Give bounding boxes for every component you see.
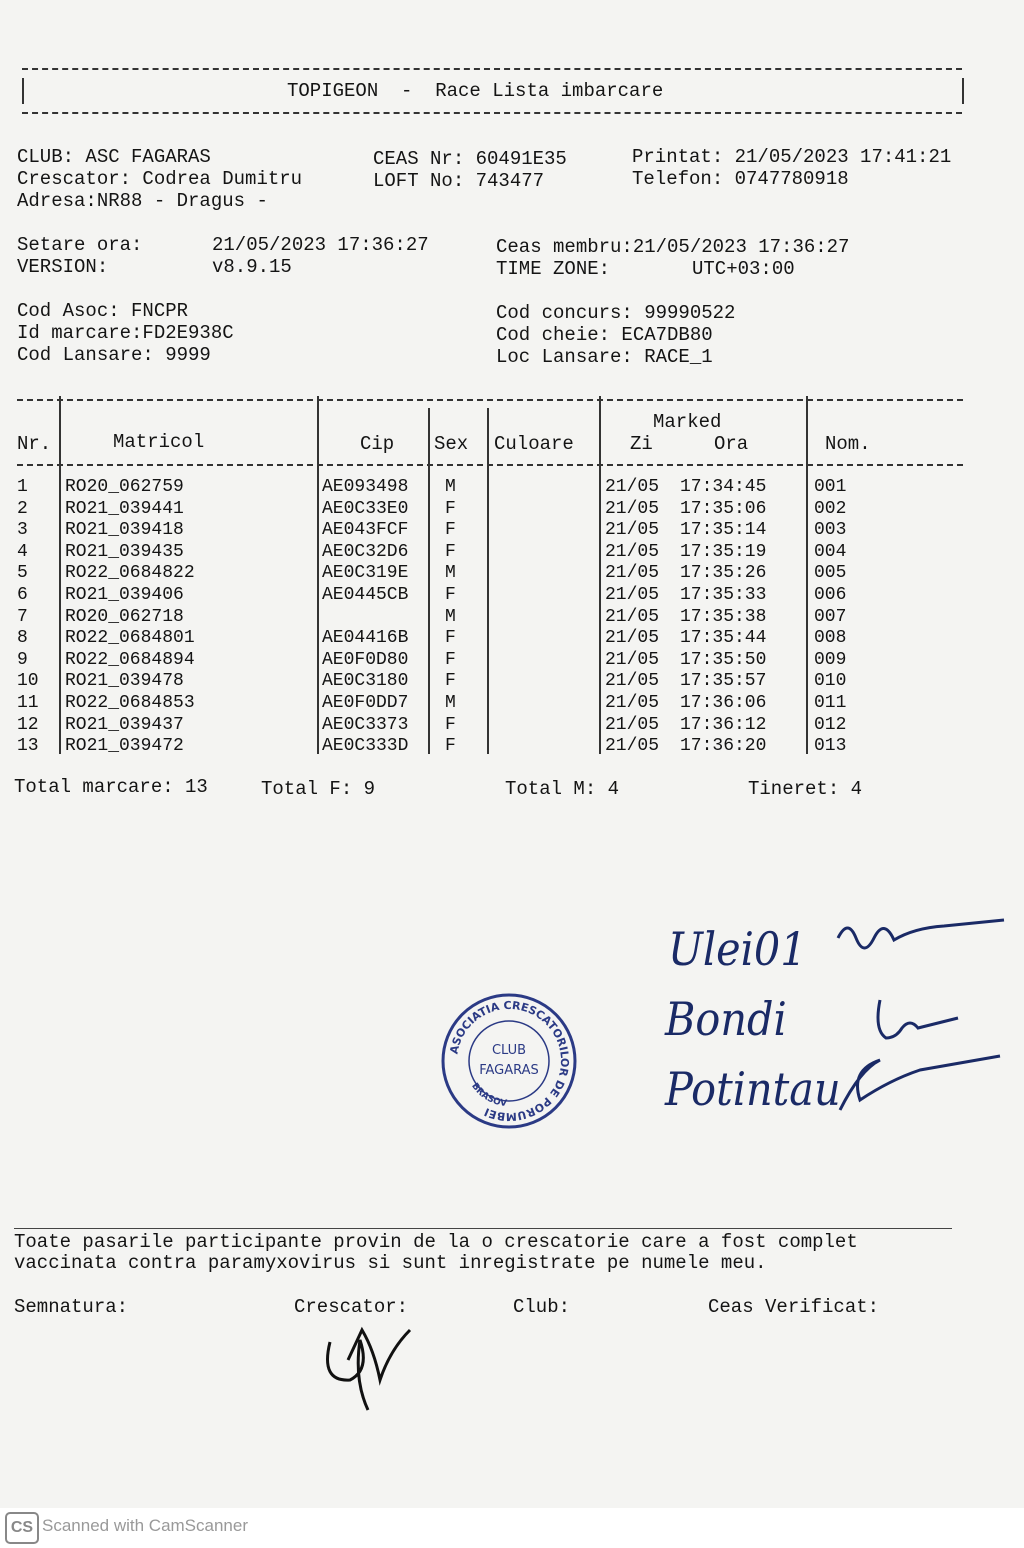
row-matricol: RO21_039472	[65, 736, 184, 757]
row-zi: 21/05	[605, 649, 660, 670]
table-row	[0, 714, 1024, 736]
row-nr: 6	[17, 585, 28, 605]
header-nr: Nr.	[17, 433, 52, 455]
signature-mark	[328, 1330, 411, 1410]
svg-text:ASOCIATIA CRESCATORILOR DE POR	[447, 999, 571, 1123]
tineret: Tineret: 4	[748, 778, 863, 800]
cod-lansare-field: Cod Lansare: 9999	[17, 344, 211, 366]
row-matricol: RO20_062718	[65, 606, 184, 627]
row-ora: 17:35:57	[680, 671, 767, 692]
table-row	[0, 606, 1024, 628]
initials-mark-2	[878, 1000, 958, 1038]
stamp-center-2: FAGARAS	[479, 1063, 539, 1078]
total-f: Total F: 9	[261, 778, 376, 800]
table-rule-header	[17, 464, 963, 466]
header-nom: Nom.	[825, 433, 871, 455]
row-zi: 21/05	[605, 477, 660, 497]
row-ora: 17:35:26	[680, 563, 767, 584]
row-sex: F	[445, 498, 456, 519]
row-ora: 17:35:06	[680, 498, 767, 519]
row-cip: AE093498	[322, 477, 409, 497]
time-zone-label: TIME ZONE:	[496, 258, 611, 280]
table-row	[0, 541, 1024, 563]
ceas-nr-field: CEAS Nr: 60491E35	[373, 148, 567, 170]
row-zi: 21/05	[605, 628, 660, 649]
row-sex: M	[445, 606, 456, 627]
row-nom: 002	[814, 498, 847, 519]
row-matricol: RO21_039441	[65, 498, 184, 519]
row-matricol: RO21_039437	[65, 714, 184, 735]
cod-cheie-field: Cod cheie: ECA7DB80	[496, 324, 713, 346]
row-nom: 006	[814, 585, 847, 605]
table-row	[0, 649, 1024, 671]
row-nom: 010	[814, 671, 847, 692]
cod-concurs-field: Cod concurs: 99990522	[496, 302, 736, 324]
total-marcare: Total marcare: 13	[14, 776, 208, 798]
row-sex: F	[445, 736, 456, 757]
club-stamp	[440, 992, 578, 1130]
handwritten-name-2: Bondi	[665, 992, 787, 1046]
row-cip: AE0C32D6	[322, 541, 409, 562]
row-nr: 4	[17, 541, 28, 562]
time-zone-value: UTC+03:00	[692, 258, 795, 280]
row-ora: 17:35:44	[680, 628, 767, 649]
row-sex: F	[445, 541, 456, 562]
row-zi: 21/05	[605, 520, 660, 541]
row-matricol: RO22_0684894	[65, 649, 195, 670]
stamp-center-1: CLUB	[491, 1043, 527, 1058]
table-row	[0, 692, 1024, 714]
initials-mark-1	[838, 920, 1004, 948]
row-ora: 17:36:12	[680, 714, 767, 735]
header-sex: Sex	[434, 433, 469, 455]
row-nom: 009	[814, 649, 847, 670]
version-label: VERSION:	[17, 256, 109, 278]
row-matricol: RO21_039478	[65, 671, 184, 692]
row-nr: 13	[17, 736, 39, 757]
row-nom: 003	[814, 520, 847, 541]
table-row	[0, 735, 1024, 757]
row-nom: 007	[814, 606, 847, 627]
table-row	[0, 476, 1024, 498]
row-nom: 001	[814, 477, 847, 497]
row-nr: 5	[17, 563, 28, 584]
row-nr: 7	[17, 606, 28, 627]
table-row	[0, 562, 1024, 584]
title-border-right	[962, 78, 964, 104]
header-zi: Zi	[630, 433, 653, 455]
row-ora: 17:35:14	[680, 520, 767, 541]
table-row	[0, 519, 1024, 541]
row-sex: M	[445, 693, 456, 713]
row-cip: AE043FCF	[322, 520, 409, 541]
table-row	[0, 584, 1024, 606]
semnatura-label: Semnatura:	[14, 1296, 129, 1318]
header-cip: Cip	[360, 433, 395, 455]
row-cip: AE0445CB	[322, 585, 409, 605]
crescator-field: Crescator: Codrea Dumitru	[17, 168, 303, 190]
title-border-bottom	[22, 112, 962, 114]
row-sex: F	[445, 585, 456, 605]
version-value: v8.9.15	[212, 256, 292, 278]
title-border-top	[22, 68, 962, 70]
row-nr: 10	[17, 671, 39, 692]
camscanner-logo: CS	[5, 1512, 39, 1544]
row-ora: 17:35:19	[680, 541, 767, 562]
header-marked: Marked	[653, 411, 722, 433]
row-zi: 21/05	[605, 563, 660, 584]
title-border-left	[22, 78, 24, 104]
printat-field: Printat: 21/05/2023 17:41:21	[632, 146, 952, 168]
id-marcare-field: Id marcare:FD2E938C	[17, 322, 234, 344]
row-sex: M	[445, 477, 456, 497]
row-sex: M	[445, 563, 456, 584]
row-ora: 17:35:38	[680, 606, 767, 627]
row-ora: 17:35:50	[680, 649, 767, 670]
table-row	[0, 627, 1024, 649]
row-matricol: RO22_0684822	[65, 563, 195, 584]
row-zi: 21/05	[605, 541, 660, 562]
declaration-rule	[14, 1228, 952, 1229]
row-ora: 17:36:20	[680, 736, 767, 757]
telefon-field: Telefon: 0747780918	[632, 168, 849, 190]
row-nom: 005	[814, 563, 847, 584]
row-zi: 21/05	[605, 714, 660, 735]
row-nr: 12	[17, 714, 39, 735]
row-cip: AE0C33E0	[322, 498, 409, 519]
row-matricol: RO20_062759	[65, 477, 184, 497]
row-zi: 21/05	[605, 693, 660, 713]
row-zi: 21/05	[605, 671, 660, 692]
cod-asoc-field: Cod Asoc: FNCPR	[17, 300, 189, 322]
camscanner-text: Scanned with CamScanner	[42, 1516, 249, 1535]
stamp-ring-text: ASOCIATIA CRESCATORILOR DE PORUMBEI	[447, 998, 572, 1124]
row-cip: AE0C333D	[322, 736, 409, 757]
row-sex: F	[445, 520, 456, 541]
scanner-footer	[0, 1508, 1024, 1548]
row-cip: AE0C3373	[322, 714, 409, 735]
row-nom: 012	[814, 714, 847, 735]
loft-no-field: LOFT No: 743477	[373, 170, 545, 192]
declaration-line-2: vaccinata contra paramyxovirus si sunt inregistrate pe numele meu.	[14, 1252, 767, 1274]
table-rule-top	[17, 399, 963, 401]
row-cip: AE0F0DD7	[322, 693, 409, 713]
table-row	[0, 498, 1024, 520]
header-matricol: Matricol	[113, 431, 205, 453]
row-ora: 17:35:33	[680, 585, 767, 605]
row-matricol: RO21_039418	[65, 520, 184, 541]
row-matricol: RO21_039435	[65, 541, 184, 562]
row-cip: AE0C3180	[322, 671, 409, 692]
row-ora: 17:36:06	[680, 693, 767, 713]
row-nr: 2	[17, 498, 28, 519]
row-zi: 21/05	[605, 736, 660, 757]
handwritten-name-3: Potintau	[665, 1062, 841, 1116]
row-nom: 013	[814, 736, 847, 757]
ceas-membru-field: Ceas membru:21/05/2023 17:36:27	[496, 236, 850, 258]
total-m: Total M: 4	[505, 778, 620, 800]
row-cip: AE0F0D80	[322, 649, 409, 670]
row-nom: 004	[814, 541, 847, 562]
row-nr: 9	[17, 649, 28, 670]
header-culoare: Culoare	[494, 433, 574, 455]
row-zi: 21/05	[605, 606, 660, 627]
row-sex: F	[445, 714, 456, 735]
row-matricol: RO22_0684853	[65, 693, 195, 713]
ceas-verificat-label: Ceas Verificat:	[708, 1296, 880, 1318]
setare-ora-value: 21/05/2023 17:36:27	[212, 234, 429, 256]
svg-text:BRASOV	[469, 1081, 507, 1109]
page-title: TOPIGEON - Race Lista imbarcare	[287, 80, 664, 102]
loc-lansare-field: Loc Lansare: RACE_1	[496, 346, 713, 368]
row-nr: 11	[17, 693, 39, 713]
declaration-line-1: Toate pasarile participante provin de la o crescatorie care a fost complet	[14, 1231, 858, 1253]
row-nr: 3	[17, 520, 28, 541]
initials-mark-3	[840, 1056, 1000, 1110]
club-field: CLUB: ASC FAGARAS	[17, 146, 211, 168]
table-row	[0, 670, 1024, 692]
row-zi: 21/05	[605, 498, 660, 519]
row-cip: AE0C319E	[322, 563, 409, 584]
header-ora: Ora	[714, 433, 749, 455]
row-zi: 21/05	[605, 585, 660, 605]
row-sex: F	[445, 671, 456, 692]
club-label: Club:	[513, 1296, 571, 1318]
adresa-field: Adresa:NR88 - Dragus -	[17, 190, 268, 212]
crescator-label: Crescator:	[294, 1296, 409, 1318]
row-cip: AE04416B	[322, 628, 409, 649]
row-sex: F	[445, 649, 456, 670]
handwritten-name-1: Ulei01	[668, 922, 807, 976]
row-matricol: RO21_039406	[65, 585, 184, 605]
row-nr: 8	[17, 628, 28, 649]
row-matricol: RO22_0684801	[65, 628, 195, 649]
stamp-bottom-text: BRASOV	[469, 1081, 508, 1110]
row-nom: 008	[814, 628, 847, 649]
row-sex: F	[445, 628, 456, 649]
row-nr: 1	[17, 477, 28, 497]
row-nom: 011	[814, 693, 847, 713]
row-ora: 17:34:45	[680, 477, 767, 497]
setare-ora-label: Setare ora:	[17, 234, 143, 256]
